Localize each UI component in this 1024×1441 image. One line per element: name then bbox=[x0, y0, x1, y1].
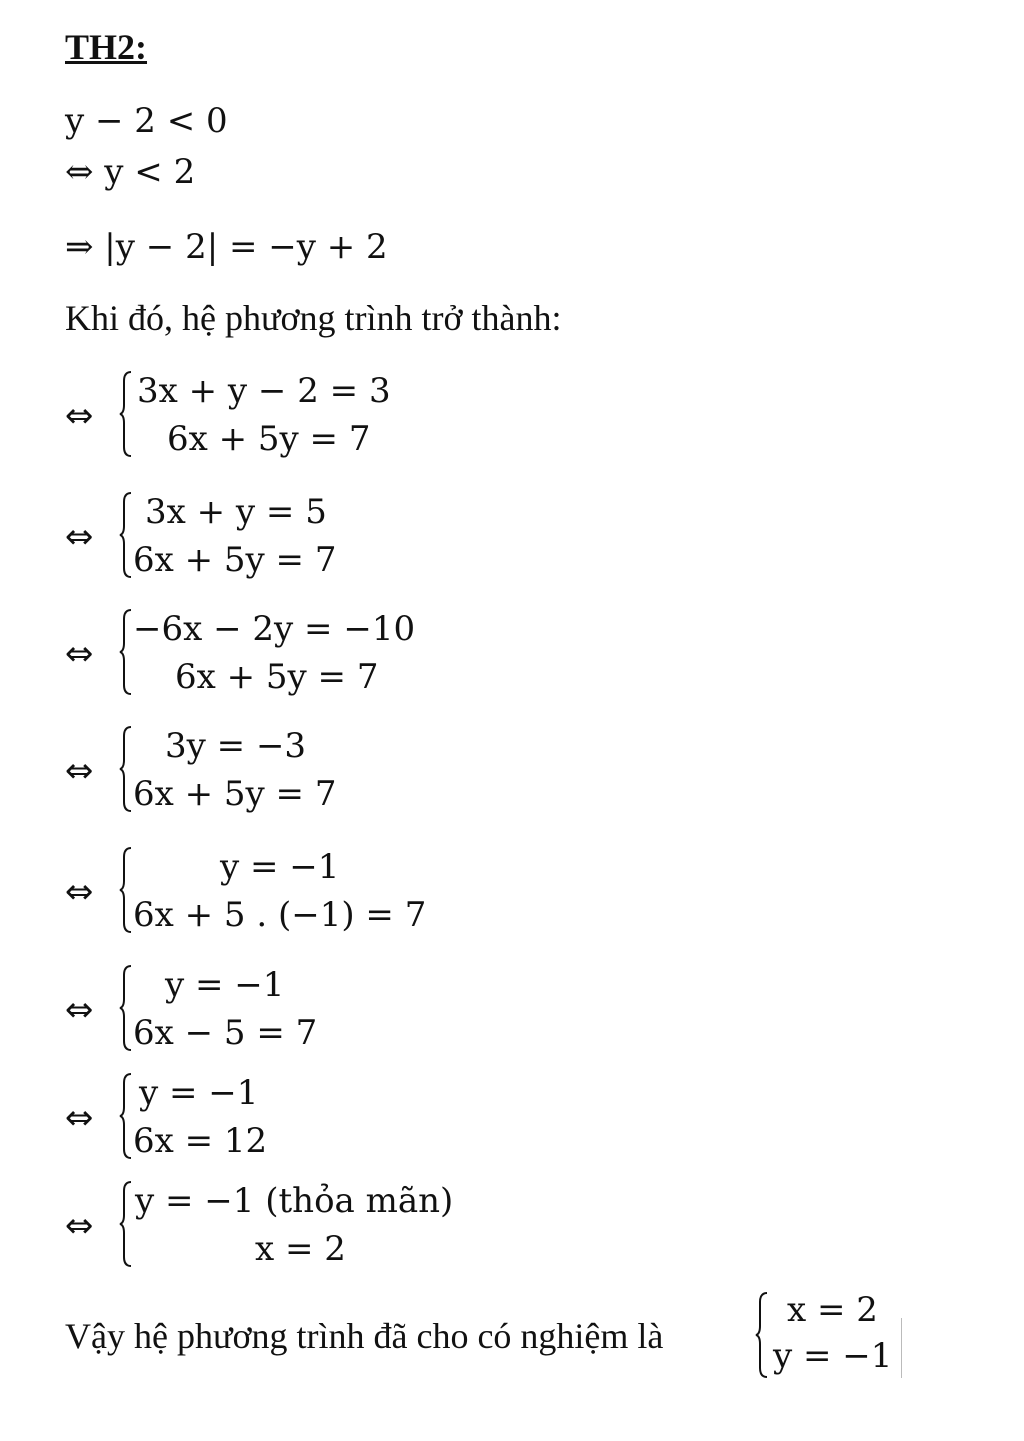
left-brace-icon bbox=[119, 609, 133, 695]
equivalence-arrow: ⇔ bbox=[65, 396, 94, 436]
equivalence-arrow: ⇔ bbox=[65, 1206, 94, 1246]
equation-system-3 bbox=[65, 605, 505, 701]
left-brace-icon bbox=[119, 726, 133, 812]
equation-system-1 bbox=[65, 367, 505, 463]
absolute-value-line: ⇒ |y − 2| = −y + 2 bbox=[65, 227, 388, 267]
equation-bottom: 6x + 5y = 7 bbox=[167, 419, 371, 459]
equation-system-8 bbox=[65, 1177, 505, 1273]
equation-bottom: 6x + 5y = 7 bbox=[175, 657, 379, 697]
left-brace-icon bbox=[755, 1292, 769, 1378]
equation-system-4 bbox=[65, 722, 505, 818]
equivalence-arrow: ⇔ bbox=[65, 751, 94, 791]
solution-x: x = 2 bbox=[787, 1290, 878, 1330]
equation-bottom: 6x + 5y = 7 bbox=[133, 540, 337, 580]
equation-top: y = −1 (thỏa mãn) bbox=[135, 1181, 454, 1221]
left-brace-icon bbox=[119, 492, 133, 578]
left-brace-icon bbox=[119, 1073, 133, 1159]
equation-top: y = −1 bbox=[220, 847, 340, 887]
equation-system-2 bbox=[65, 488, 505, 584]
equivalent-condition-line: ⇔ y < 2 bbox=[65, 152, 196, 192]
equivalence-arrow: ⇔ bbox=[65, 990, 94, 1030]
equivalence-arrow: ⇔ bbox=[65, 634, 94, 674]
condition-line: y − 2 < 0 bbox=[65, 101, 228, 141]
equivalence-arrow: ⇔ bbox=[65, 517, 94, 557]
left-brace-icon bbox=[119, 371, 133, 457]
equation-bottom: 6x − 5 = 7 bbox=[133, 1013, 318, 1053]
equivalence-arrow: ⇔ bbox=[65, 872, 94, 912]
equation-top: 3x + y − 2 = 3 bbox=[137, 371, 391, 411]
left-brace-icon bbox=[119, 847, 133, 933]
left-brace-icon bbox=[119, 1181, 133, 1267]
equation-top: y = −1 bbox=[165, 965, 285, 1005]
equation-top: y = −1 bbox=[139, 1073, 259, 1113]
left-brace-icon bbox=[119, 965, 133, 1051]
equation-top: 3y = −3 bbox=[165, 726, 307, 766]
text-cursor bbox=[901, 1318, 902, 1378]
equation-bottom: x = 2 bbox=[255, 1229, 346, 1269]
equation-top: −6x − 2y = −10 bbox=[133, 609, 416, 649]
conclusion bbox=[65, 1290, 965, 1382]
solution-y: y = −1 bbox=[773, 1336, 893, 1376]
equivalence-arrow: ⇔ bbox=[65, 1098, 94, 1138]
equation-bottom: 6x + 5 . (−1) = 7 bbox=[133, 895, 427, 935]
equation-bottom: 6x = 12 bbox=[133, 1121, 268, 1161]
conclusion-text: Vậy hệ phương trình đã cho có nghiệm là bbox=[65, 1316, 664, 1356]
system-introduction: Khi đó, hệ phương trình trở thành: bbox=[65, 298, 562, 338]
equation-system-7 bbox=[65, 1069, 505, 1165]
equation-bottom: 6x + 5y = 7 bbox=[133, 774, 337, 814]
equation-system-5 bbox=[65, 843, 505, 939]
section-heading: TH2: bbox=[65, 27, 148, 67]
equation-system-6 bbox=[65, 961, 505, 1057]
equation-top: 3x + y = 5 bbox=[145, 492, 327, 532]
